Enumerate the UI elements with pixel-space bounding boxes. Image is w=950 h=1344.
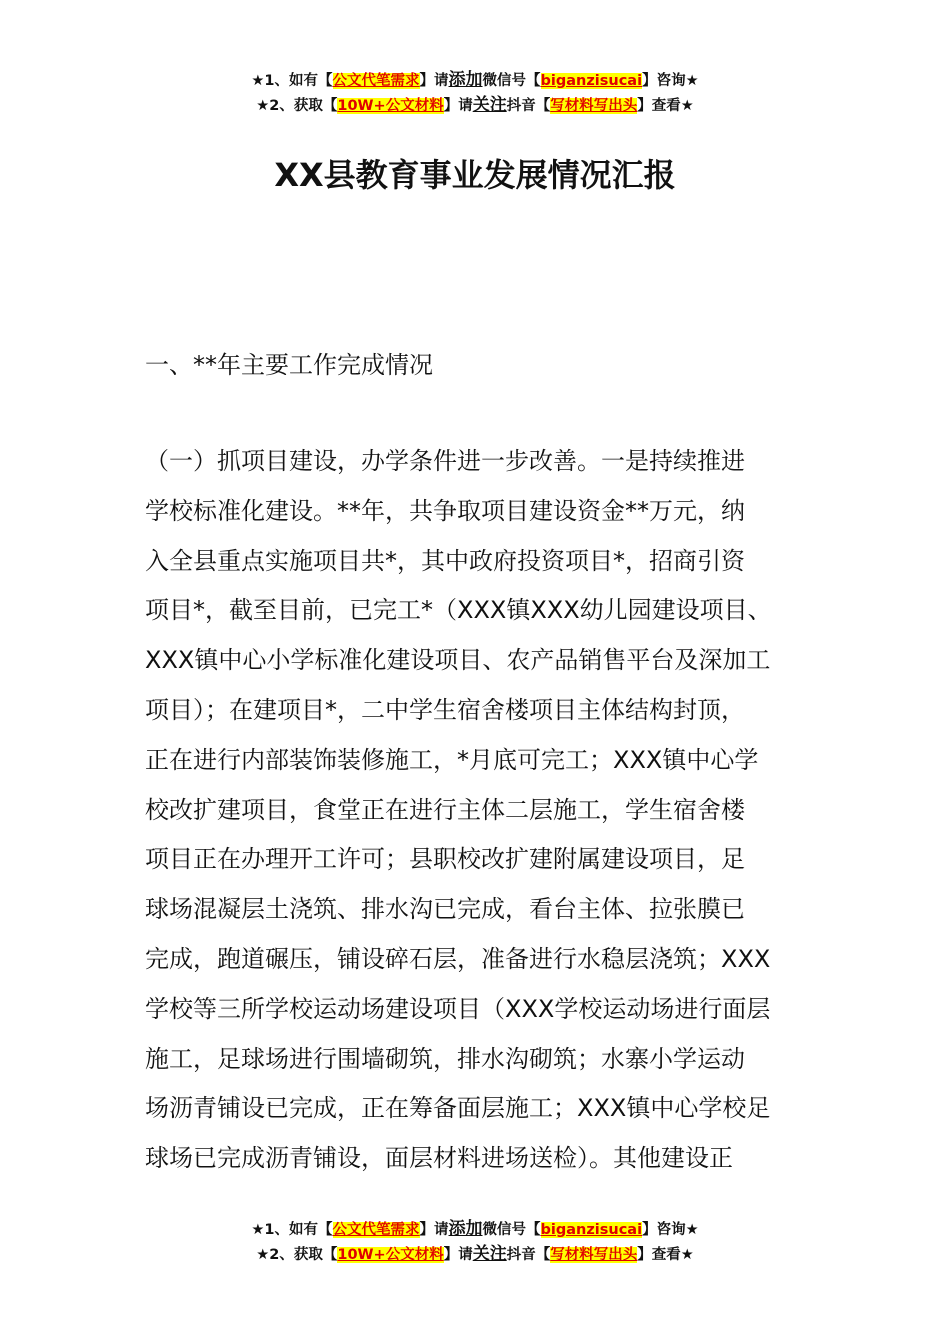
section-heading: 一、**年主要工作完成情况 bbox=[145, 351, 433, 379]
t: ★1、如有【 bbox=[251, 73, 333, 89]
banner-line-1 bbox=[0, 1217, 950, 1242]
text-line: 正在进行内部装饰装修施工，*月底可完工；XXX镇中心学 bbox=[145, 745, 759, 774]
text-line: （一）抓项目建设，办学条件进一步改善。一是持续推进 bbox=[145, 447, 745, 475]
t: 添加 bbox=[448, 70, 483, 90]
highlight: 10W+公文材料 bbox=[337, 1247, 444, 1263]
wechat-id: biganzisucai bbox=[540, 73, 643, 89]
text-line: 项目正在办理开工许可；县职校改扩建附属建设项目，足 bbox=[145, 845, 745, 874]
bottom-banner bbox=[0, 1217, 950, 1267]
text-line: 场沥青铺设已完成，正在筹备面层施工；XXX镇中心学校足 bbox=[145, 1094, 771, 1123]
text-line: XXX镇中心小学标准化建设项目、农产品销售平台及深加工 bbox=[145, 646, 771, 675]
douyin-id: 写材料写出头 bbox=[550, 1247, 638, 1263]
t: 】查看★ bbox=[637, 98, 694, 114]
t: 】查看★ bbox=[637, 1247, 694, 1263]
t: 】请 bbox=[443, 1247, 473, 1263]
t: 】咨询★ bbox=[642, 1222, 699, 1238]
document-title: XX县教育事业发展情况汇报 bbox=[274, 156, 676, 194]
wechat-id: biganzisucai bbox=[540, 1222, 643, 1238]
text-line: 项目）；在建项目*，二中学生宿舍楼项目主体结构封顶， bbox=[145, 695, 745, 724]
t: 添加 bbox=[448, 1219, 483, 1239]
t: ★2、获取【 bbox=[256, 98, 338, 114]
t: 关注 bbox=[472, 95, 507, 115]
douyin-id: 写材料写出头 bbox=[550, 98, 638, 114]
t: ★1、如有【 bbox=[251, 1222, 333, 1238]
t: 微信号【 bbox=[482, 1222, 541, 1238]
text-line: 入全县重点实施项目共*，其中政府投资项目*，招商引资 bbox=[145, 546, 745, 575]
t: 关注 bbox=[472, 1244, 507, 1264]
banner-line-2 bbox=[0, 1242, 950, 1267]
text-line: 球场混凝层土浇筑、排水沟已完成，看台主体、拉张膜已 bbox=[145, 895, 745, 924]
t: 】请 bbox=[419, 1222, 449, 1238]
banner-line-1 bbox=[0, 68, 950, 93]
highlight: 公文代笔需求 bbox=[332, 73, 420, 89]
text-line: 球场已完成沥青铺设，面层材料进场送检）。其他建设正 bbox=[145, 1144, 733, 1173]
top-banner bbox=[0, 68, 950, 118]
text-line: 学校标准化建设。**年，共争取项目建设资金**万元，纳 bbox=[145, 496, 745, 525]
highlight: 公文代笔需求 bbox=[332, 1222, 420, 1238]
body-paragraph bbox=[145, 437, 835, 1184]
t: 抖音【 bbox=[506, 98, 551, 114]
text-line: 校改扩建项目，食堂正在进行主体二层施工，学生宿舍楼 bbox=[145, 795, 745, 824]
t: 】请 bbox=[419, 73, 449, 89]
t: 】咨询★ bbox=[642, 73, 699, 89]
t: 】请 bbox=[443, 98, 473, 114]
text-line: 学校等三所学校运动场建设项目（XXX学校运动场进行面层 bbox=[145, 994, 771, 1023]
text-line: 项目*，截至目前，已完工*（XXX镇XXX幼儿园建设项目、 bbox=[145, 596, 772, 625]
t: 微信号【 bbox=[482, 73, 541, 89]
t: 抖音【 bbox=[506, 1247, 551, 1263]
text-line: 施工，足球场进行围墙砌筑，排水沟砌筑；水寨小学运动 bbox=[145, 1044, 745, 1073]
t: ★2、获取【 bbox=[256, 1247, 338, 1263]
highlight: 10W+公文材料 bbox=[337, 98, 444, 114]
banner-line-2 bbox=[0, 93, 950, 118]
text-line: 完成，跑道碾压，铺设碎石层，准备进行水稳层浇筑；XXX bbox=[145, 944, 771, 973]
